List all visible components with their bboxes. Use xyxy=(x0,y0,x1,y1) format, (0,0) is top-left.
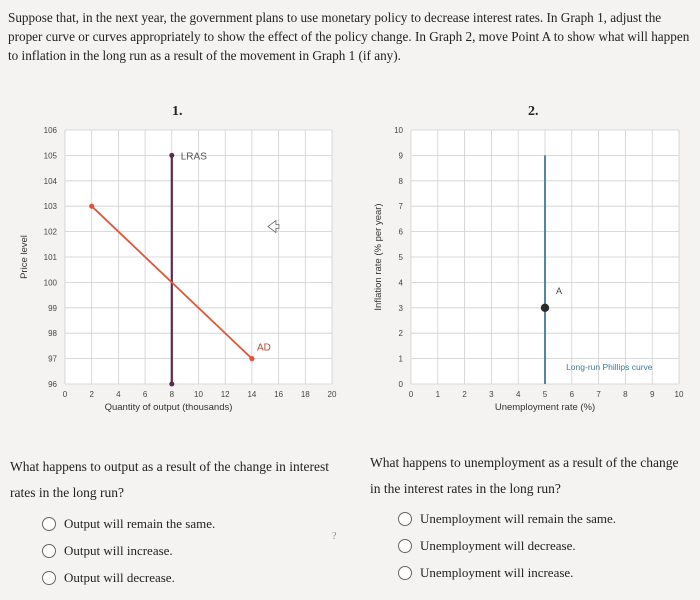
y-tick-label: 1 xyxy=(398,354,403,364)
lrpc-label: Long-run Phillips curve xyxy=(566,362,653,373)
y-tick-label: 5 xyxy=(398,253,403,262)
instructions-text: Suppose that, in the next year, the government plans to use monetary policy to decrease interest rates. In Graph 1, adjust the proper curve or curves appropriately to show the effect of the policy change. In Graph 2, move Point A to show what will happen to inflation in the long run as a result of the movement in Graph 1 (if any). xyxy=(8,10,690,63)
option-label: Unemployment will remain the same. xyxy=(420,511,617,526)
y-tick-label: 3 xyxy=(398,303,403,313)
x-axis-label: Unemployment rate (%) xyxy=(494,402,596,413)
lras-endpoint xyxy=(169,382,174,387)
x-tick-label: 2 xyxy=(89,390,94,399)
x-tick-label: 0 xyxy=(62,390,68,399)
x-tick-label: 20 xyxy=(327,390,337,399)
y-tick-label: 98 xyxy=(48,329,57,339)
y-tick-label: 99 xyxy=(48,303,57,313)
y-tick-label: 4 xyxy=(398,278,403,288)
x-tick-label: 0 xyxy=(408,390,414,399)
radio-icon[interactable] xyxy=(42,571,56,585)
x-tick-label: 8 xyxy=(169,390,175,399)
radio-icon[interactable] xyxy=(398,539,412,553)
y-tick-label: 106 xyxy=(43,126,57,135)
option-label: Output will remain the same. xyxy=(64,516,216,531)
y-tick-label: 96 xyxy=(48,380,57,389)
y-tick-label: 101 xyxy=(43,253,57,262)
question-output: What happens to output as a result of the change in interest rates in the long run? xyxy=(10,459,330,500)
radio-icon[interactable] xyxy=(398,566,412,580)
y-tick-label: 2 xyxy=(398,329,403,339)
ad-endpoint xyxy=(89,204,94,209)
x-tick-label: 10 xyxy=(674,390,684,399)
x-tick-label: 3 xyxy=(489,390,494,399)
y-axis-label: Inflation rate (% per year) xyxy=(373,203,384,311)
y-tick-label: 100 xyxy=(43,278,57,288)
option-unemployment-same[interactable] xyxy=(398,511,616,527)
question-unemployment: What happens to unemployment as a result of the change in the interest rates in the long run? xyxy=(370,455,679,496)
lras-label: LRAS xyxy=(180,151,207,163)
option-unemployment-decrease[interactable] xyxy=(398,538,576,554)
y-tick-label: 105 xyxy=(43,151,57,161)
graph1-title: 1. xyxy=(172,104,183,119)
y-tick-label: 104 xyxy=(43,176,57,186)
x-tick-label: 5 xyxy=(542,390,548,399)
y-tick-label: 6 xyxy=(398,227,403,237)
option-label: Unemployment will increase. xyxy=(420,565,574,580)
x-tick-label: 4 xyxy=(515,390,521,399)
cursor-icon: ? xyxy=(332,531,337,542)
x-tick-label: 16 xyxy=(274,390,284,399)
x-tick-label: 9 xyxy=(649,390,655,399)
x-tick-label: 18 xyxy=(300,390,310,399)
option-output-increase[interactable] xyxy=(42,543,173,559)
y-tick-label: 103 xyxy=(43,202,57,212)
option-label: Output will increase. xyxy=(64,543,173,558)
x-axis-label: Quantity of output (thousands) xyxy=(104,402,233,413)
x-tick-label: 2 xyxy=(462,390,467,399)
y-tick-label: 10 xyxy=(394,126,403,135)
option-output-same[interactable] xyxy=(42,516,215,532)
y-tick-label: 7 xyxy=(398,202,403,212)
x-tick-label: 8 xyxy=(623,390,628,399)
y-tick-label: 0 xyxy=(398,380,403,389)
x-tick-label: 14 xyxy=(247,390,257,399)
x-tick-label: 1 xyxy=(435,390,441,399)
x-tick-label: 6 xyxy=(569,390,575,399)
ad-endpoint xyxy=(249,356,254,361)
point-a-label: A xyxy=(555,285,563,296)
graph2-title: 2. xyxy=(528,104,539,119)
y-tick-label: 8 xyxy=(398,176,403,186)
y-tick-label: 9 xyxy=(398,151,403,161)
x-tick-label: 4 xyxy=(116,390,121,399)
point-a[interactable] xyxy=(541,304,549,312)
option-label: Unemployment will decrease. xyxy=(420,538,576,553)
radio-icon[interactable] xyxy=(42,544,56,558)
x-tick-label: 10 xyxy=(194,390,203,399)
y-axis-label: Price level xyxy=(19,235,30,279)
x-tick-label: 12 xyxy=(220,390,230,399)
lras-endpoint xyxy=(169,153,174,158)
option-unemployment-increase[interactable] xyxy=(398,565,573,581)
option-output-decrease[interactable] xyxy=(42,570,175,586)
x-tick-label: 7 xyxy=(596,390,601,399)
x-tick-label: 6 xyxy=(142,390,148,399)
radio-icon[interactable] xyxy=(398,512,412,526)
y-tick-label: 97 xyxy=(48,354,57,364)
ad-label: AD xyxy=(256,342,271,354)
radio-icon[interactable] xyxy=(42,517,56,531)
y-tick-label: 102 xyxy=(43,227,57,237)
option-label: Output will decrease. xyxy=(64,570,175,585)
